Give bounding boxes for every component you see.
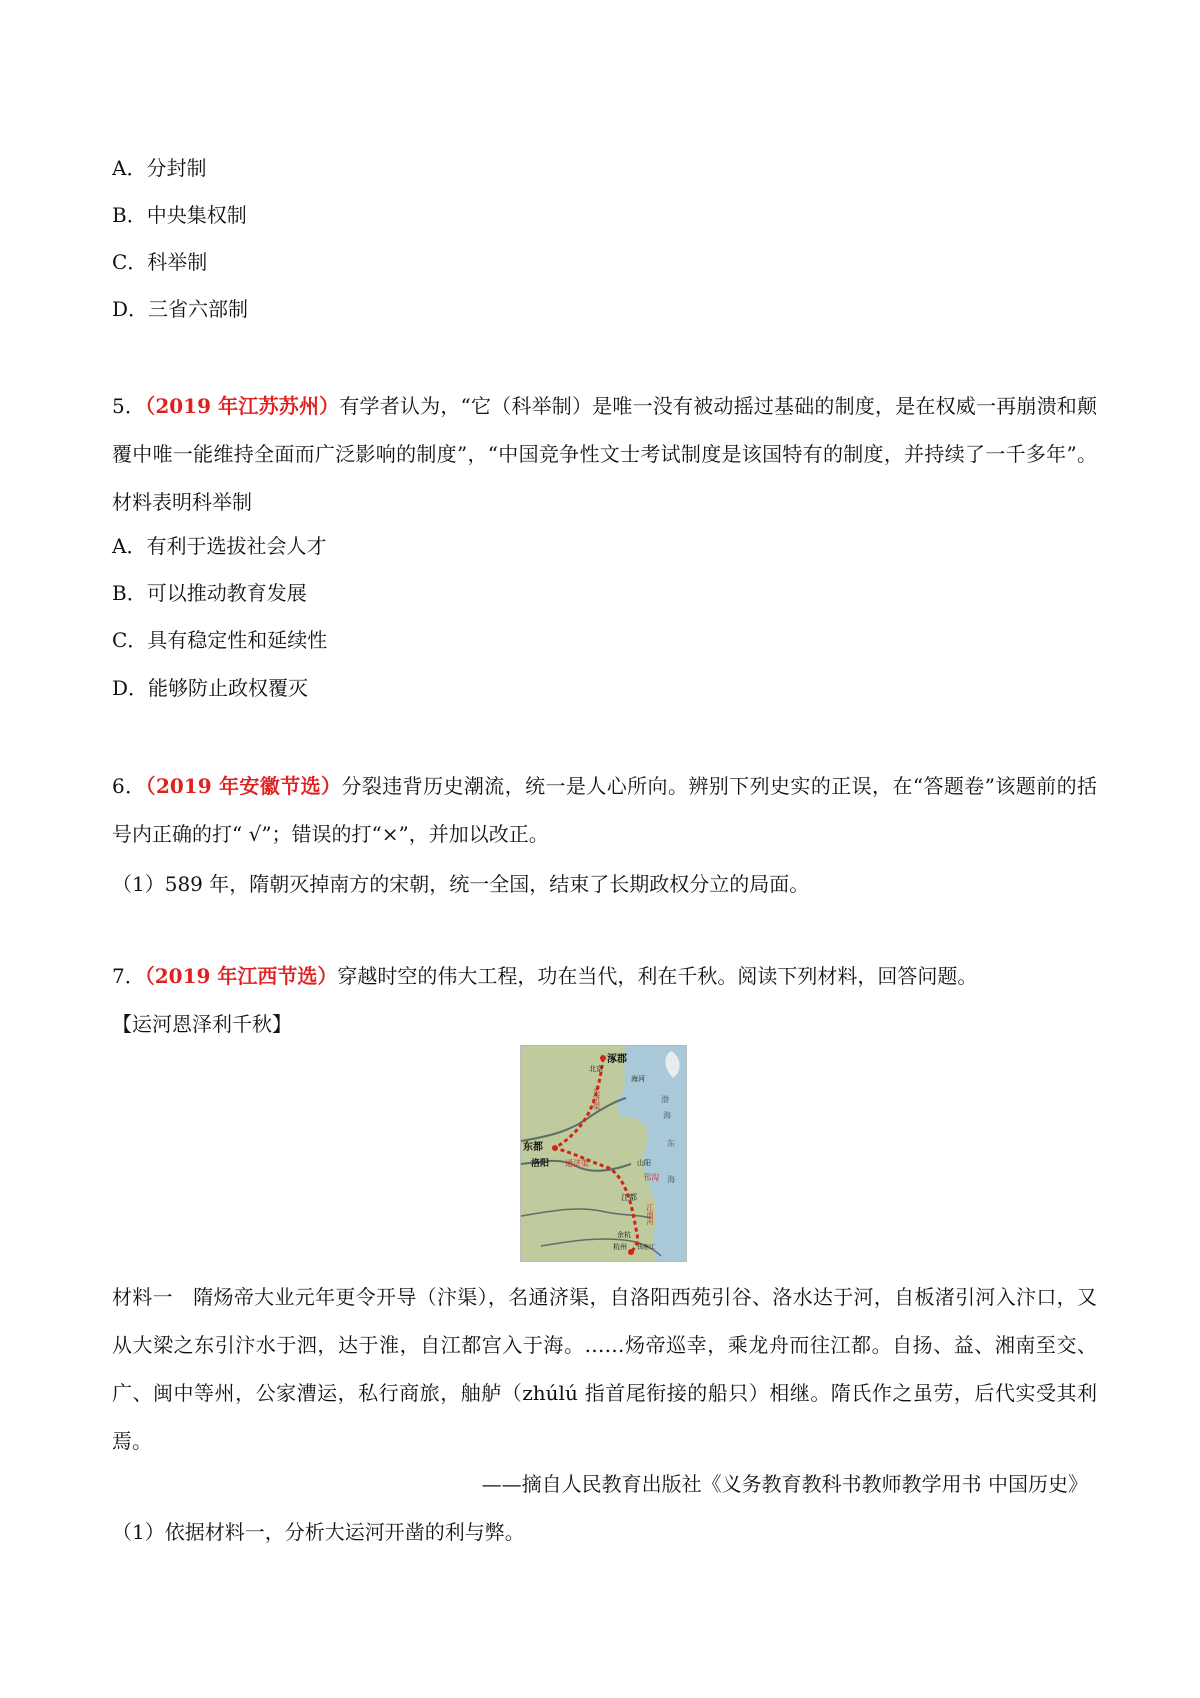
q5-option-c: C．具有稳定性和延续性 [112,628,328,652]
map-label-han: 邗沟 [643,1173,659,1182]
map-graphic [521,1046,686,1261]
q4-option-a: A．分封制 [112,156,207,180]
map-label-yongji: 永济渠 [592,1086,601,1110]
map-label-bo: 渤 [661,1095,669,1104]
q4-option-d: D．三省六部制 [112,297,249,321]
map-label-beijing: 北京 [589,1065,603,1073]
q5-source: （2019 年江苏苏州） [145,394,340,418]
q6-source: （2019 年安徽节选） [145,774,342,798]
q5-option-b: B．可以推动教育发展 [112,581,307,605]
q7-material-1: 材料一 隋炀帝大业元年更令开导（汴渠），名通济渠，自洛阳西苑引谷、洛水达于河，自板渚引河入汴口，又从大梁之东引汴水于泗，达于淮，自江都宫入于海。……炀帝巡幸，乘龙舟而往江都。自扬、益、湘南至交、广、闽中等州，公家漕运，私行商旅，舳舻（zhúlú 指首尾衔接的船只）相继。隋氏作之虽劳，后代实受其利焉。 [112,1285,1097,1453]
q7-stem [112,952,1097,1000]
map-label-zhuojun: 涿郡 [607,1054,627,1065]
q6-number: 6． [112,774,146,798]
q7-citation: ——摘自人民教育出版社《义务教育教科书教师教学用书 中国历史》 [481,1472,1088,1496]
grand-canal-map [520,1045,687,1262]
q5-option-d: D．能够防止政权覆灭 [112,676,309,700]
q7-source: （2019 年江西节选） [144,964,338,988]
q4-option-c: C．科举制 [112,250,208,274]
map-label-jiangdu: 江都 [621,1193,637,1202]
q5-text: 有学者认为，“它（科举制）是唯一没有被动摇过基础的制度，是在权威一再崩溃和颠覆中唯一能维持全面而广泛影响的制度”，“中国竞争性文士考试制度是该国特有的制度，并持续了一千多年”。材料表明科举制 [112,394,1097,514]
map-label-yuhang: 余杭 [617,1231,631,1239]
map-label-hai1: 海 [663,1111,671,1120]
q6-stem [112,762,1097,858]
map-label-bianqu: 通济渠 [565,1159,589,1168]
q6-text: 分裂违背历史潮流，统一是人心所向。辨别下列史实的正误，在“答题卷”该题前的括号内正确的打“ √”；错误的打“×”，并加以改正。 [112,774,1097,846]
map-label-jiangnan: 江南河 [646,1204,654,1225]
map-label-hangzhou: 杭州 [613,1243,627,1251]
map-label-luoyang: 洛阳 [531,1159,550,1169]
q7-number: 7． [112,964,145,988]
q5-stem [112,382,1097,526]
map-label-dongdu: 东都 [523,1142,543,1153]
q7-question-1: （1）依据材料一，分析大运河开凿的利与弊。 [112,1520,525,1544]
map-label-haihe: 海河 [631,1075,645,1083]
q4-option-b: B．中央集权制 [112,203,247,227]
q6-item-1: （1）589 年，隋朝灭掉南方的宋朝，统一全国，结束了长期政权分立的局面。 [112,872,810,896]
map-label-dong: 东 [667,1139,675,1148]
q7-text: 穿越时空的伟大工程，功在当代，利在千秋。阅读下列材料，回答问题。 [337,964,978,988]
map-label-shanyang: 山阳 [637,1159,651,1167]
map-label-qiantang: 钱塘江 [637,1244,656,1251]
map-label-hai2: 海 [667,1175,675,1184]
q7-heading: 【运河恩泽利千秋】 [112,1012,292,1036]
q5-option-a: A．有利于选拔社会人才 [112,534,327,558]
q5-number: 5． [112,394,146,418]
